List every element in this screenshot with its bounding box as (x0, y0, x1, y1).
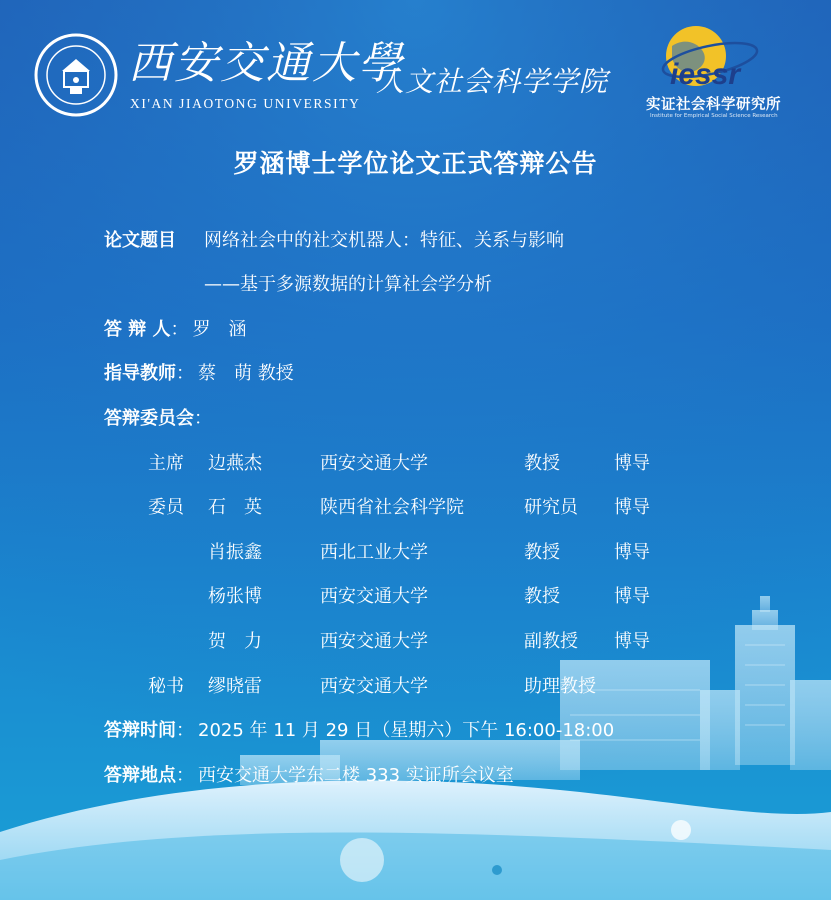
time-label: 答辩时间 (104, 720, 176, 741)
member-title: 教授 (524, 453, 560, 474)
xjtu-emblem-icon (34, 33, 118, 117)
member-role: 委员 (148, 497, 184, 518)
advisor-row (104, 362, 294, 386)
member-supervisor: 博导 (614, 453, 650, 474)
university-name-en: XI'AN JIAOTONG UNIVERSITY (130, 96, 361, 111)
member-name: 肖振鑫 (208, 542, 262, 563)
candidate-label: 答 辩 人 (104, 319, 171, 340)
member-role: 秘书 (148, 676, 184, 697)
member-supervisor: 博导 (614, 586, 650, 607)
advisor-label: 指导教师 (104, 363, 176, 384)
advisor-colon: ： (176, 363, 194, 384)
time-row (104, 719, 614, 743)
committee-label: 答辩委员会 (104, 408, 194, 429)
member-name: 缪晓雷 (208, 676, 262, 697)
university-name-cn: 西安交通大學 (128, 38, 404, 89)
member-supervisor: 博导 (614, 631, 650, 652)
member-title: 副教授 (524, 631, 578, 652)
school-name: 人文社会科学学院 (376, 65, 609, 98)
announcement-title: 罗涵博士学位论文正式答辩公告 (233, 149, 598, 178)
member-institution: 西安交通大学 (320, 586, 428, 607)
institute-name-cn: 实证社会科学研究所 (646, 97, 781, 113)
member-supervisor: 博导 (614, 497, 650, 518)
member-name: 边燕杰 (208, 453, 262, 474)
candidate-colon: ： (170, 319, 189, 340)
advisor-value: 蔡 萌 教授 (198, 363, 294, 384)
member-institution: 西安交通大学 (320, 453, 428, 474)
member-supervisor: 博导 (614, 542, 650, 563)
member-title: 助理教授 (524, 676, 596, 697)
committee-colon: ： (194, 408, 212, 429)
iessr-logo-icon (652, 16, 774, 100)
iessr-logo-text: iessr (670, 58, 741, 91)
thesis-title-line1: 网络社会中的社交机器人：特征、关系与影响 (204, 230, 564, 251)
member-institution: 西北工业大学 (320, 542, 428, 563)
location-value: 西安交通大学东二楼 333 实证所会议室 (198, 765, 514, 786)
time-colon: ： (176, 720, 194, 741)
member-name: 贺 力 (208, 631, 262, 652)
member-name: 杨张博 (208, 586, 262, 607)
institute-name-en: Institute for Empirical Social Science Research (650, 113, 778, 119)
member-title: 研究员 (524, 497, 578, 518)
location-colon: ： (176, 765, 194, 786)
location-label: 答辩地点 (104, 765, 176, 786)
member-institution: 西安交通大学 (320, 631, 428, 652)
candidate-value: 罗 涵 (192, 319, 247, 340)
committee-row (104, 407, 216, 431)
location-row (104, 764, 514, 788)
time-value: 2025 年 11 月 29 日（星期六）下午 16:00-18:00 (198, 720, 615, 741)
thesis-row (104, 229, 176, 253)
member-title: 教授 (524, 542, 560, 563)
member-name: 石 英 (208, 497, 262, 518)
member-title: 教授 (524, 586, 560, 607)
member-institution: 陕西省社会科学院 (320, 497, 464, 518)
thesis-label: 论文题目 (104, 230, 176, 251)
candidate-row (104, 318, 247, 342)
member-institution: 西安交通大学 (320, 676, 428, 697)
thesis-title-line2: ——基于多源数据的计算社会学分析 (204, 274, 492, 295)
member-role: 主席 (148, 453, 184, 474)
